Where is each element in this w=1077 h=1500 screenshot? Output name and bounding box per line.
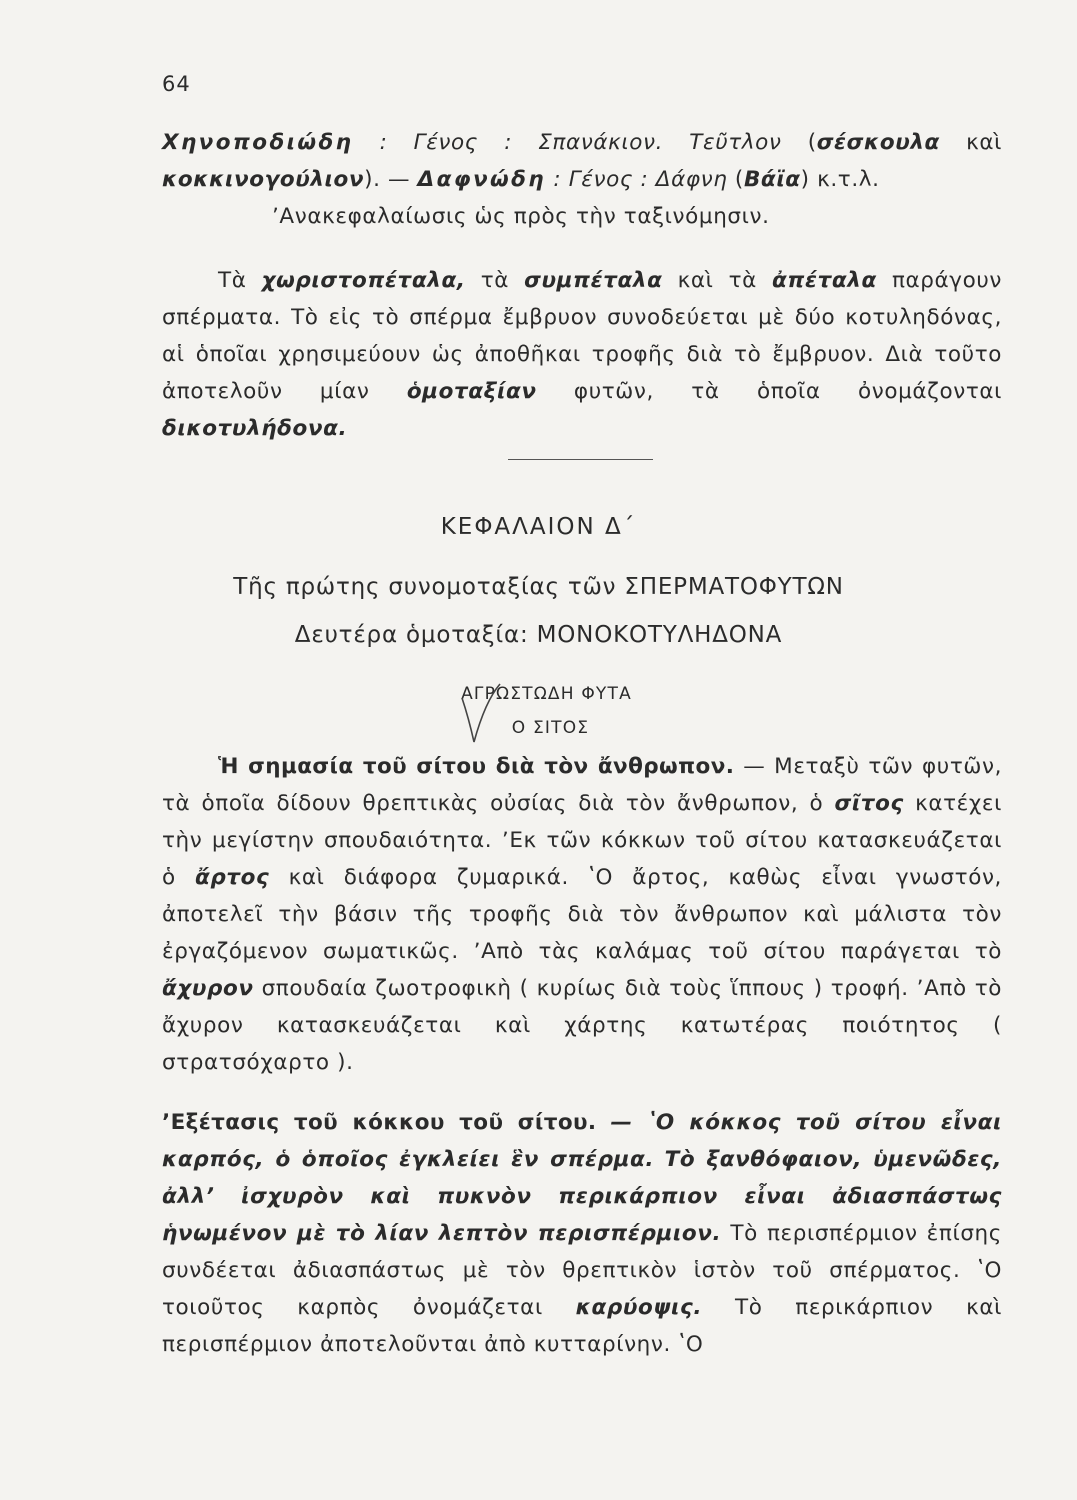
group-title: ΑΓΡΩΣΤΩΔΗ ΦΥΤΑ [461,684,632,704]
chapter-heading: ΚΕΦΑΛΑΙΟΝ Δ΄ [440,514,637,540]
intro-paragraph: Χηνοποδιώδη : Γένος : Σπανάκιον. Τεῦτλον (σέσκουλα καὶ κοκκινογούλιον). — Δαφνώδη : Γένος : Δάφνη (Βάϊα) κ.τ.λ. ʼΑνακεφαλαίωσις ὡς πρὸς τὴν ταξινόμησιν. [162,124,1002,235]
term-seskoula: σέσκουλα [816,130,940,155]
text: τὰ [480,268,510,293]
dash: — [387,167,411,192]
term-beet: Τεῦτλον [689,130,782,155]
text: Τὰ [218,268,247,293]
family-lauraceae: Δαφνώδη [417,167,546,192]
genus-laurel: Δάφνη [655,167,728,192]
text: Τὸ περικάρπιον καὶ περισπέρμιον ἀποτελοῦνται ἀπὸ κυτταρίνην. ʽΟ [162,1295,1002,1357]
term-achyron: ἄχυρον [162,976,254,1001]
paragraph-heading: Ἡ σημασία τοῦ σίτου διὰ τὸν ἄνθρωπον. [218,754,735,779]
term-karyopsis: καρύοψις. [575,1295,703,1320]
page-number: 64 [162,72,191,96]
conj: καὶ [966,130,1003,155]
term-artos: ἄρτος [194,865,270,890]
term-dikotyledona: δικοτυλήδονα. [162,416,348,441]
section-title: Ο ΣΙΤΟΣ [511,718,590,738]
text: κατέχει τὴν μεγίστην σπουδαιότητα. ʼΕκ τῶν κόκκων τοῦ σίτου κατασκευάζεται ὁ [162,791,1002,890]
term-omotaxia: ὁμοταξίαν [406,379,537,404]
genus-label-2: Γένος [568,167,634,192]
term-kokkinogoulion: κοκκινογούλιον [162,167,365,192]
italic-sentence: — ʽΟ κόκκος τοῦ σίτου εἶναι καρπός, ὁ ὁποῖος ἐγκλείει ἓν σπέρμα. [162,1110,1002,1172]
chapter-title: Τῆς πρώτης συνομοταξίας τῶν ΣΠΕΡΜΑΤΟΦΥΤΩΝ [233,574,844,600]
genus-label: Γένος [413,130,479,155]
chapter-subtitle: Δευτέρα ὁμοταξία: ΜΟΝΟΚΟΤΥΛΗΔΟΝΑ [294,622,783,648]
paragraph-grain-examination [162,1104,1002,1363]
section-divider [508,459,653,460]
term-vaia: Βάϊα [743,167,801,192]
genus-spinach: Σπανάκιον. [538,130,664,155]
handwritten-check-mark [452,680,502,750]
recap-line: ʼΑνακεφαλαίωσις ὡς πρὸς τὴν ταξινόμησιν. [272,204,770,229]
term-sympetala: συμπέταλα [524,268,663,293]
text: καὶ διάφορα ζυμαρικά. ʽΟ ἄρτος, καθὼς εἶναι γνωστόν, ἀποτελεῖ τὴν βάσιν τῆς τροφῆς διὰ τὸν ἄνθρωπον καὶ μάλιστα τὸν ἐργαζόμενον σωματικῶς. ʼΑπὸ τὰς καλάμας τοῦ σίτου παράγεται τὸ [162,865,1002,964]
text: φυτῶν, τὰ ὁποῖα ὀνομάζονται [573,379,1003,404]
text: Τὸ περισπέρμιον ἐπίσης συνδέεται ἀδιασπάστως μὲ τὸν θρεπτικὸν ἱστὸν τοῦ σπέρματος. ʽΟ τοιοῦτος καρπὸς ὀνομάζεται [162,1221,1002,1320]
term-sitos: σῖτος [834,791,904,816]
paragraph-importance [162,748,1002,1081]
paragraph-heading-2: ʼΕξέτασις τοῦ κόκκου τοῦ σίτου. [162,1110,597,1135]
text: — Μεταξὺ τῶν φυτῶν, τὰ ὁποῖα δίδουν θρεπτικὰς οὐσίας διὰ τὸν ἄνθρωπον, ὁ [162,754,1003,816]
italic-sentence-2: Τὸ ξανθόφαιον, ὑμενῶδες, ἀλλʼ ἰσχυρὸν καὶ πυκνὸν περικάρπιον εἶναι ἀδιασπάστως ἡνωμένον μὲ τὸ λίαν λεπτὸν περισπέρμιον. [162,1147,1002,1246]
text: σπουδαία ζωοτροφικὴ ( κυρίως διὰ τοὺς ἵππους ) τροφή. ʼΑπὸ τὸ ἄχυρον κατασκευάζεται καὶ χάρτης κατωτέρας ποιότητος ( στρατσόχαρτο ). [162,976,1002,1075]
etc: κ.τ.λ. [817,167,880,192]
text: παράγουν σπέρματα. Τὸ εἰς τὸ σπέρμα ἔμβρυον συνοδεύεται μὲ δύο κοτυληδόνας, αἱ ὁποῖαι χρησιμεύουν ὡς ἀποθῆκαι τροφῆς διὰ τὸ ἔμβρυον. Διὰ τοῦτο ἀποτελοῦν μίαν [162,268,1003,404]
term-choristopetala: χωριστοπέταλα, [261,268,466,293]
family-chenopodiaceae: Χηνοποδιώδη [162,130,354,155]
paragraph-classification [162,262,1002,447]
text: καὶ τὰ [677,268,757,293]
term-apetala: ἀπέταλα [772,268,877,293]
